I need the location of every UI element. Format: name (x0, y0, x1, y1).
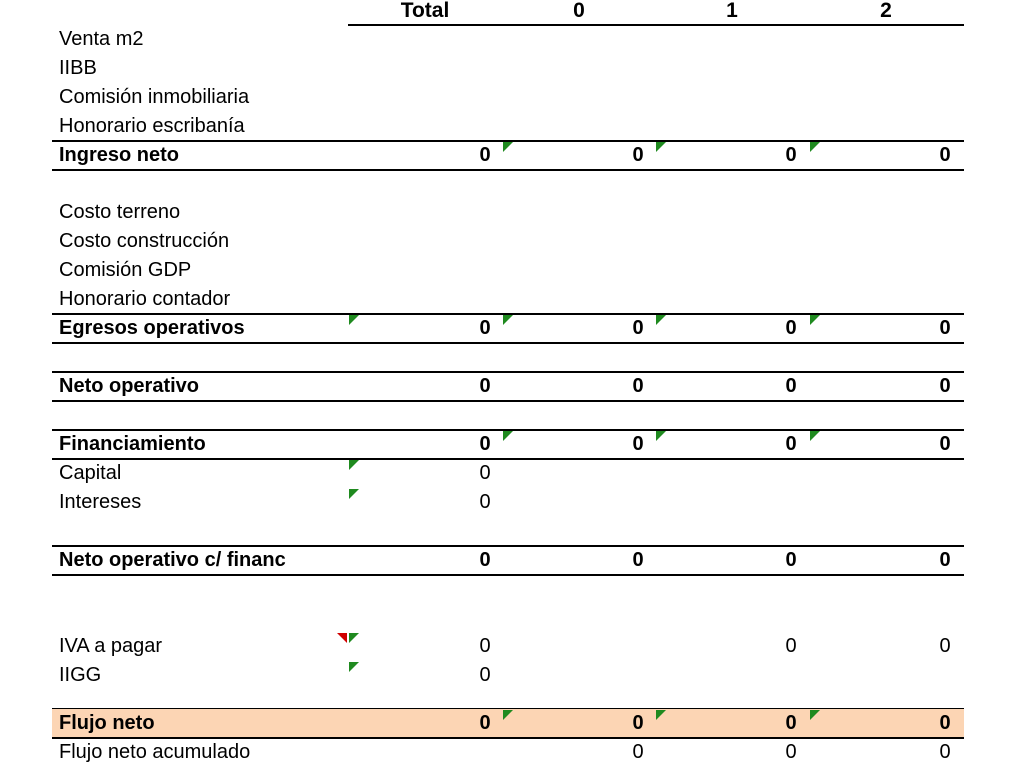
cell-period-1[interactable]: 0 (785, 741, 797, 763)
cell-total[interactable]: 0 (479, 433, 491, 455)
divider (52, 400, 964, 402)
row-label: Flujo neto (59, 712, 155, 734)
row-comision-inmobiliaria[interactable] (52, 83, 964, 112)
comment-marker-icon[interactable] (656, 431, 666, 441)
row-iibb[interactable] (52, 54, 964, 83)
row-neto-operativo[interactable] (52, 372, 964, 401)
row-label: Neto operativo c/ financ (59, 549, 286, 571)
comment-marker-icon[interactable] (349, 489, 359, 499)
comment-marker-icon[interactable] (810, 315, 820, 325)
cell-period-1[interactable]: 0 (785, 635, 797, 657)
header-col-0[interactable]: 0 (573, 0, 585, 22)
cell-period-0[interactable]: 0 (632, 144, 644, 166)
row-costo-construccion[interactable] (52, 227, 964, 256)
cell-period-0[interactable]: 0 (632, 317, 644, 339)
header-col-1[interactable]: 1 (726, 0, 738, 22)
header-col-2[interactable]: 2 (880, 0, 892, 22)
comment-marker-icon[interactable] (349, 315, 359, 325)
comment-marker-icon[interactable] (503, 142, 513, 152)
error-marker-icon[interactable] (337, 633, 347, 643)
comment-marker-icon[interactable] (503, 315, 513, 325)
cell-total[interactable]: 0 (479, 635, 491, 657)
row-label: Venta m2 (59, 28, 144, 50)
header-total[interactable]: Total (400, 0, 450, 22)
row-iva-a-pagar[interactable] (52, 632, 964, 661)
cell-period-0[interactable]: 0 (632, 741, 644, 763)
cell-period-0[interactable]: 0 (632, 375, 644, 397)
row-flujo-neto-acumulado[interactable] (52, 738, 964, 767)
divider (52, 574, 964, 576)
cell-period-2[interactable]: 0 (939, 635, 951, 657)
row-label: Costo construcción (59, 230, 230, 252)
cell-period-2[interactable]: 0 (939, 549, 951, 571)
row-label: Comisión GDP (59, 259, 192, 281)
row-iigg[interactable] (52, 661, 964, 690)
row-label: Capital (59, 462, 122, 484)
comment-marker-icon[interactable] (349, 460, 359, 470)
row-intereses[interactable] (52, 488, 964, 517)
cell-period-0[interactable]: 0 (632, 549, 644, 571)
row-label: Honorario contador (59, 288, 231, 310)
row-label: Egresos operativos (59, 317, 245, 339)
cell-period-2[interactable]: 0 (939, 741, 951, 763)
cell-period-1[interactable]: 0 (785, 549, 797, 571)
row-costo-terreno[interactable] (52, 198, 964, 227)
row-label: Flujo neto acumulado (59, 741, 251, 763)
row-label: Comisión inmobiliaria (59, 86, 250, 108)
cell-period-2[interactable]: 0 (939, 433, 951, 455)
cell-period-2[interactable]: 0 (939, 317, 951, 339)
row-neto-operativo-financ[interactable] (52, 546, 964, 575)
cell-period-2[interactable]: 0 (939, 375, 951, 397)
cell-total[interactable]: 0 (479, 491, 491, 513)
cell-period-2[interactable]: 0 (939, 712, 951, 734)
cell-total[interactable]: 0 (479, 144, 491, 166)
row-label: Neto operativo (59, 375, 200, 397)
cell-total[interactable]: 0 (479, 317, 491, 339)
comment-marker-icon[interactable] (503, 431, 513, 441)
row-label: IIBB (59, 57, 97, 79)
cell-total[interactable]: 0 (479, 462, 491, 484)
cell-period-1[interactable]: 0 (785, 144, 797, 166)
cell-period-2[interactable]: 0 (939, 144, 951, 166)
row-label: IVA a pagar (59, 635, 163, 657)
cell-period-0[interactable]: 0 (632, 433, 644, 455)
row-label: Ingreso neto (59, 144, 180, 166)
row-honorario-contador[interactable] (52, 285, 964, 314)
comment-marker-icon[interactable] (810, 431, 820, 441)
cell-total[interactable]: 0 (479, 375, 491, 397)
row-label: Financiamiento (59, 433, 206, 455)
cell-period-1[interactable]: 0 (785, 712, 797, 734)
row-label: Honorario escribanía (59, 115, 245, 137)
comment-marker-icon[interactable] (349, 662, 359, 672)
row-honorario-escribania[interactable] (52, 112, 964, 141)
comment-marker-icon[interactable] (810, 142, 820, 152)
cell-total[interactable]: 0 (479, 664, 491, 686)
row-label: IIGG (59, 664, 102, 686)
comment-marker-icon[interactable] (656, 710, 666, 720)
row-comision-gdp[interactable] (52, 256, 964, 285)
cell-period-1[interactable]: 0 (785, 433, 797, 455)
comment-marker-icon[interactable] (503, 710, 513, 720)
comment-marker-icon[interactable] (656, 315, 666, 325)
cell-period-1[interactable]: 0 (785, 317, 797, 339)
comment-marker-icon[interactable] (349, 633, 359, 643)
row-capital[interactable] (52, 459, 964, 488)
comment-marker-icon[interactable] (810, 710, 820, 720)
comment-marker-icon[interactable] (656, 142, 666, 152)
row-label: Intereses (59, 491, 142, 513)
divider (52, 169, 964, 171)
cell-total[interactable]: 0 (479, 712, 491, 734)
row-venta-m2[interactable] (52, 25, 964, 54)
divider (52, 342, 964, 344)
row-label: Costo terreno (59, 201, 181, 223)
cell-total[interactable]: 0 (479, 549, 491, 571)
cell-period-1[interactable]: 0 (785, 375, 797, 397)
cell-period-0[interactable]: 0 (632, 712, 644, 734)
